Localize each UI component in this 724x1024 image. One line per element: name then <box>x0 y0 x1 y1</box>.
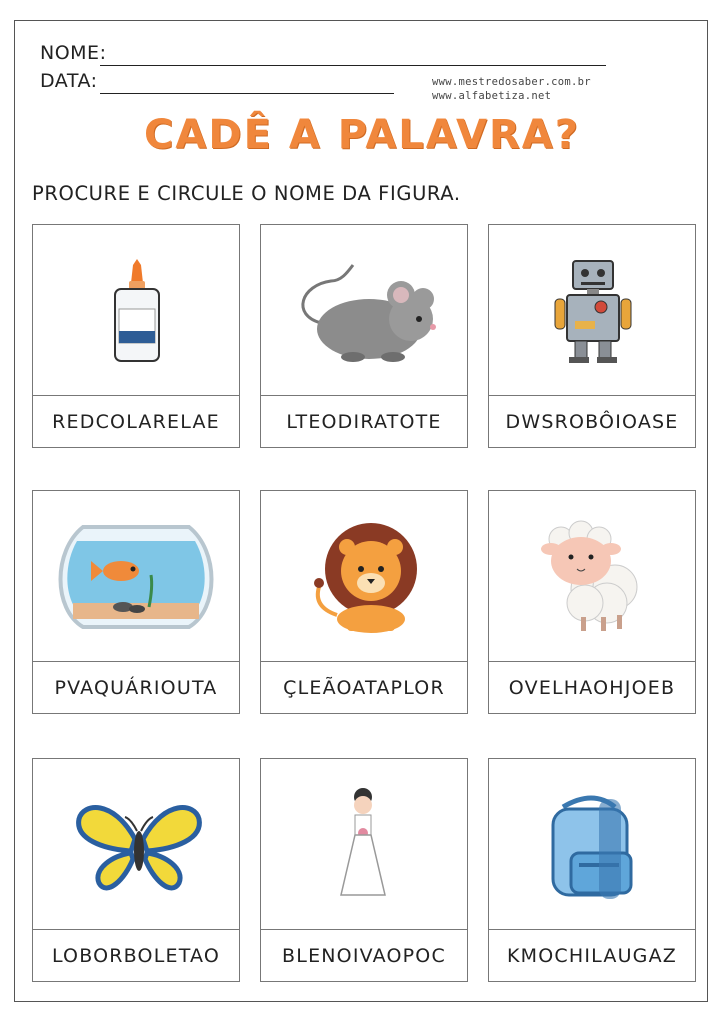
butterfly-icon <box>33 759 239 929</box>
instruction-text: PROCURE E CIRCULE O NOME DA FIGURA. <box>32 182 461 205</box>
card-picture <box>488 758 696 930</box>
card-aquarium <box>32 490 240 714</box>
card-picture <box>32 490 240 662</box>
mouse-icon <box>261 225 467 395</box>
card-mouse <box>260 224 468 448</box>
word-puzzle[interactable]: KMOCHILAUGAZ <box>488 930 696 982</box>
fish-bowl-icon <box>33 491 239 661</box>
card-butterfly <box>32 758 240 982</box>
lion-icon <box>261 491 467 661</box>
card-picture <box>488 490 696 662</box>
robot-icon <box>489 225 695 395</box>
site-url-1[interactable]: www.mestredosaber.com.br <box>432 76 591 88</box>
page-title: CADÊ A PALAVRA? <box>144 112 580 158</box>
card-picture <box>260 490 468 662</box>
card-sheep <box>488 490 696 714</box>
card-robot <box>488 224 696 448</box>
card-picture <box>488 224 696 396</box>
date-label: DATA: <box>40 70 98 92</box>
glue-bottle-icon <box>33 225 239 395</box>
word-puzzle[interactable]: REDCOLARELAE <box>32 396 240 448</box>
card-picture <box>32 224 240 396</box>
card-picture <box>260 224 468 396</box>
word-puzzle[interactable]: DWSROBÔIOASE <box>488 396 696 448</box>
name-label: NOME: <box>40 42 107 64</box>
card-bride <box>260 758 468 982</box>
word-puzzle[interactable]: LTEODIRATOTE <box>260 396 468 448</box>
word-puzzle[interactable]: ÇLEÃOATAPLOR <box>260 662 468 714</box>
word-puzzle[interactable]: OVELHAOHJOEB <box>488 662 696 714</box>
date-field[interactable] <box>40 70 394 96</box>
sheep-icon <box>489 491 695 661</box>
date-line <box>100 93 394 94</box>
card-backpack <box>488 758 696 982</box>
card-picture <box>32 758 240 930</box>
card-glue <box>32 224 240 448</box>
word-puzzle[interactable]: LOBORBOLETAO <box>32 930 240 982</box>
word-puzzle[interactable]: PVAQUÁRIOUTA <box>32 662 240 714</box>
name-line <box>100 65 606 66</box>
name-field[interactable] <box>40 42 606 68</box>
backpack-icon <box>489 759 695 929</box>
site-url-2[interactable]: www.alfabetiza.net <box>432 90 552 102</box>
card-picture <box>260 758 468 930</box>
bride-icon <box>261 759 467 929</box>
card-lion <box>260 490 468 714</box>
word-puzzle[interactable]: BLENOIVAOPOC <box>260 930 468 982</box>
